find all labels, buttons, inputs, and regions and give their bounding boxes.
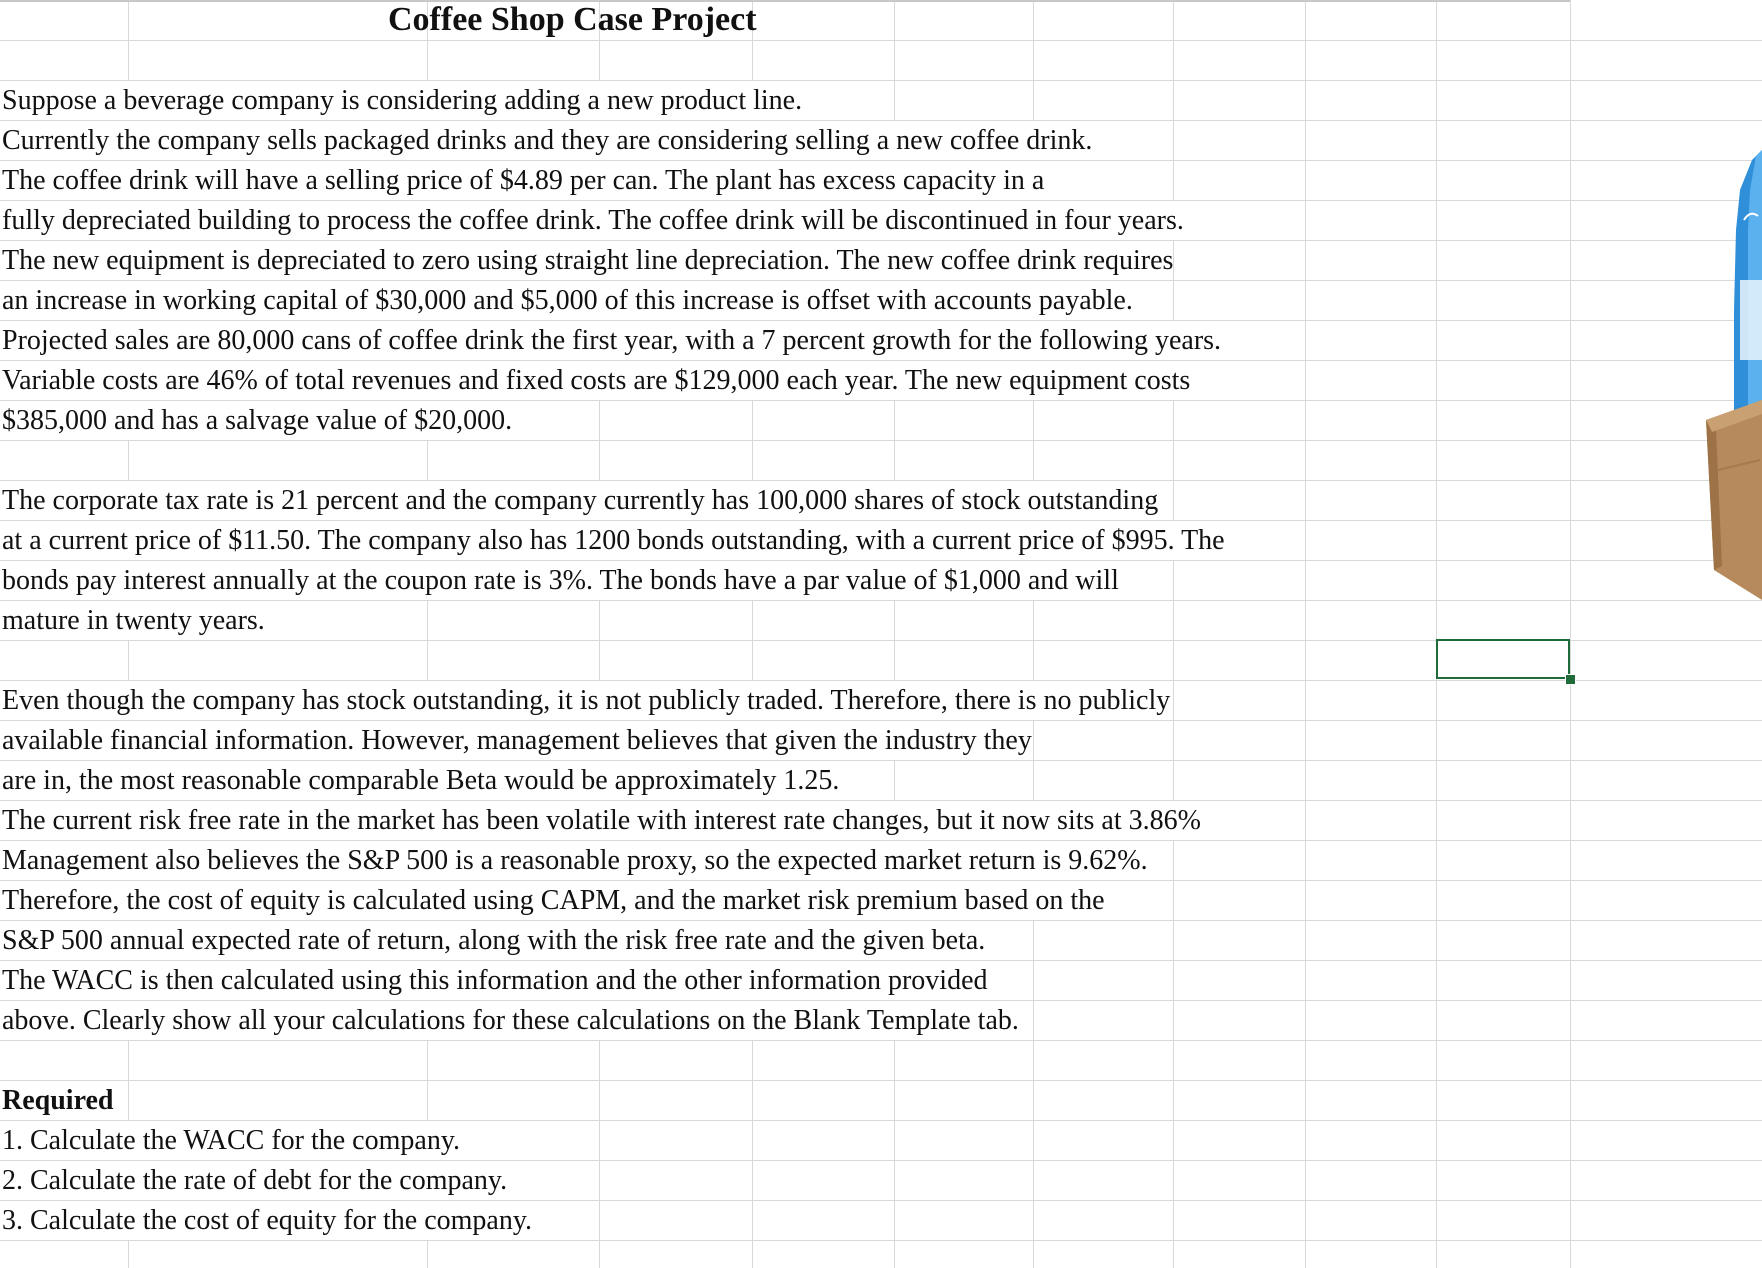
row-gridline xyxy=(0,1240,1762,1241)
column-gridline xyxy=(1305,0,1306,1268)
active-cell-selection[interactable] xyxy=(1436,639,1570,679)
case-text-cell[interactable]: The coffee drink will have a selling price of $4.89 per can. The plant has excess capacity in a xyxy=(0,161,1044,200)
column-gridline xyxy=(1436,0,1437,1268)
required-heading[interactable]: Required xyxy=(0,1081,114,1120)
case-text-cell[interactable]: available financial information. However, management believes that given the industry they xyxy=(0,721,1032,760)
case-text-cell[interactable]: The current risk free rate in the market has been volatile with interest rate changes, but it now sits at 3.86% xyxy=(0,801,1201,840)
case-text-cell[interactable]: The WACC is then calculated using this information and the other information provided xyxy=(0,961,988,1000)
case-text-cell[interactable]: $385,000 and has a salvage value of $20,000. xyxy=(0,401,512,440)
coffee-can-icon xyxy=(1700,130,1762,610)
case-text-cell[interactable]: above. Clearly show all your calculations for these calculations on the Blank Template tab. xyxy=(0,1001,1019,1040)
case-text-cell[interactable]: bonds pay interest annually at the coupon rate is 3%. The bonds have a par value of $1,000 and will xyxy=(0,561,1119,600)
row-gridline xyxy=(0,40,1762,41)
case-text-cell[interactable]: Currently the company sells packaged drinks and they are considering selling a new coffee drink. xyxy=(0,121,1092,160)
required-item[interactable]: 2. Calculate the rate of debt for the company. xyxy=(0,1161,507,1200)
sheet-title[interactable]: Coffee Shop Case Project xyxy=(388,1,757,38)
row-gridline xyxy=(0,1080,1762,1081)
case-text-cell[interactable]: The new equipment is depreciated to zero using straight line depreciation. The new coffee drink requires xyxy=(0,241,1173,280)
top-border xyxy=(0,0,1570,2)
case-text-cell[interactable]: Suppose a beverage company is considering adding a new product line. xyxy=(0,81,802,120)
row-gridline xyxy=(0,1040,1762,1041)
case-text-cell[interactable]: Even though the company has stock outstanding, it is not publicly traded. Therefore, there is no publicly xyxy=(0,681,1170,720)
case-text-cell[interactable]: Management also believes the S&P 500 is a reasonable proxy, so the expected market return is 9.62%. xyxy=(0,841,1148,880)
case-text-cell[interactable]: mature in twenty years. xyxy=(0,601,265,640)
case-text-cell[interactable]: S&P 500 annual expected rate of return, along with the risk free rate and the given beta. xyxy=(0,921,985,960)
required-item[interactable]: 1. Calculate the WACC for the company. xyxy=(0,1121,460,1160)
column-gridline xyxy=(1173,0,1174,1268)
coffee-can-product-image[interactable] xyxy=(1700,130,1762,610)
case-text-cell[interactable]: are in, the most reasonable comparable Beta would be approximately 1.25. xyxy=(0,761,839,800)
required-item[interactable]: 3. Calculate the cost of equity for the company. xyxy=(0,1201,532,1240)
case-text-cell[interactable]: at a current price of $11.50. The company also has 1200 bonds outstanding, with a current price of $995. The xyxy=(0,521,1225,560)
case-text-cell[interactable]: fully depreciated building to process the coffee drink. The coffee drink will be discontinued in four years. xyxy=(0,201,1184,240)
column-gridline xyxy=(1570,0,1571,1268)
case-text-cell[interactable]: Variable costs are 46% of total revenues and fixed costs are $129,000 each year. The new equipment costs xyxy=(0,361,1190,400)
case-text-cell[interactable]: Therefore, the cost of equity is calculated using CAPM, and the market risk premium based on the xyxy=(0,881,1105,920)
case-text-cell[interactable]: an increase in working capital of $30,000 and $5,000 of this increase is offset with accounts payable. xyxy=(0,281,1133,320)
fill-handle[interactable] xyxy=(1565,674,1576,685)
case-text-cell[interactable]: Projected sales are 80,000 cans of coffee drink the first year, with a 7 percent growth for the following years. xyxy=(0,321,1221,360)
row-gridline xyxy=(0,440,1762,441)
case-text-cell[interactable]: The corporate tax rate is 21 percent and the company currently has 100,000 shares of stock outstanding xyxy=(0,481,1158,520)
